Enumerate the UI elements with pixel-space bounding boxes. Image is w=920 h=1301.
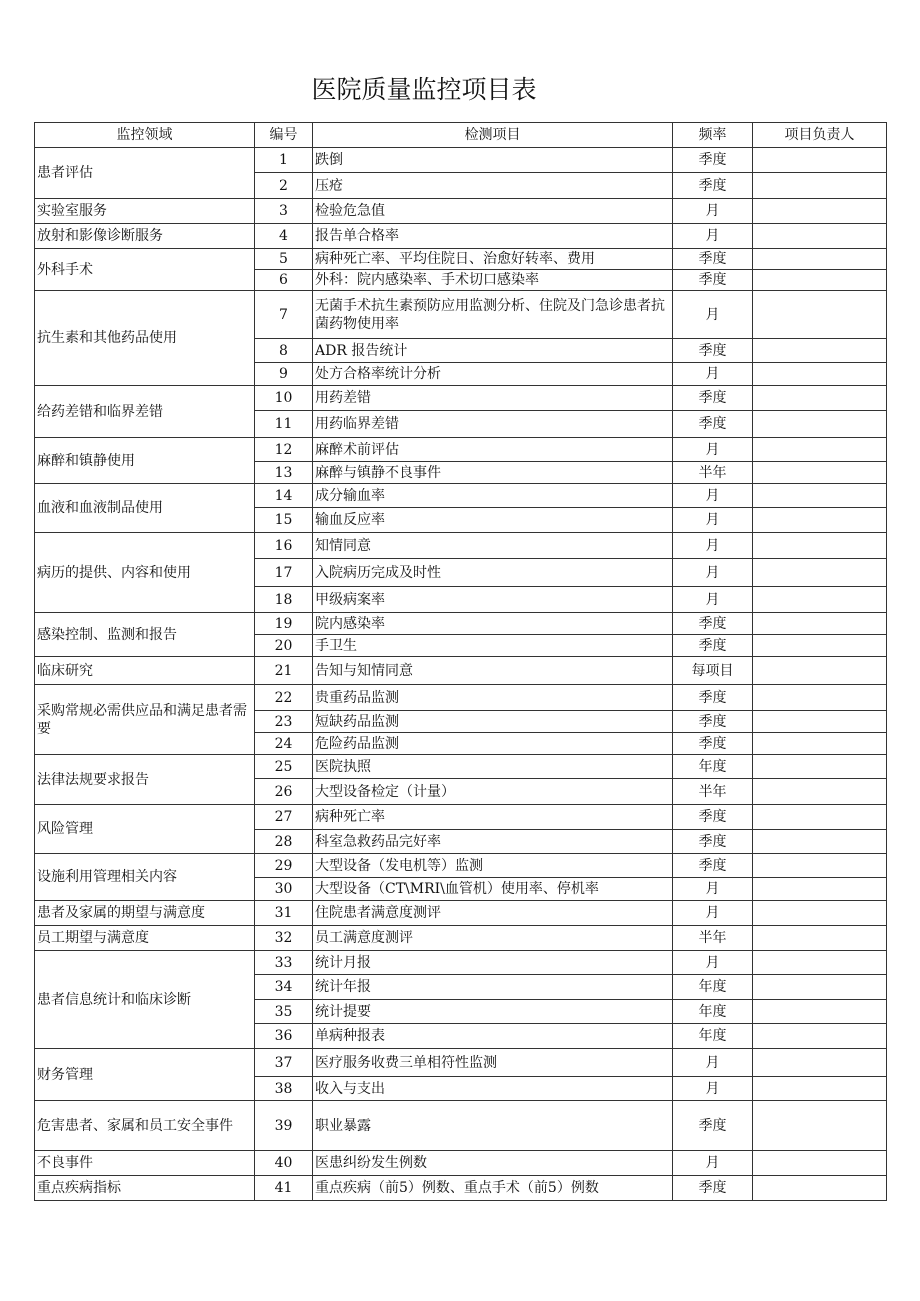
- owner-cell: [753, 779, 887, 805]
- test-item-cell: 无菌手术抗生素预防应用监测分析、住院及门急诊患者抗菌药物使用率: [313, 291, 673, 339]
- test-item-cell: 压疮: [313, 173, 673, 199]
- test-item-cell: 麻醉与镇静不良事件: [313, 462, 673, 484]
- number-cell: 15: [255, 508, 313, 533]
- number-cell: 23: [255, 711, 313, 733]
- frequency-cell: 季度: [673, 1101, 753, 1151]
- owner-cell: [753, 1151, 887, 1176]
- owner-cell: [753, 805, 887, 830]
- number-cell: 6: [255, 270, 313, 291]
- test-item-cell: 医患纠纷发生例数: [313, 1151, 673, 1176]
- header-row: [35, 123, 887, 148]
- owner-cell: [753, 975, 887, 1000]
- test-item-cell: 员工满意度测评: [313, 926, 673, 951]
- table-row: [35, 951, 887, 975]
- owner-cell: [753, 685, 887, 711]
- test-item-cell: 处方合格率统计分析: [313, 363, 673, 386]
- monitor-area-cell: 法律法规要求报告: [35, 755, 255, 805]
- monitor-area-cell: 病历的提供、内容和使用: [35, 533, 255, 613]
- number-cell: 32: [255, 926, 313, 951]
- test-item-cell: ADR 报告统计: [313, 339, 673, 363]
- test-item-cell: 病种死亡率: [313, 805, 673, 830]
- number-cell: 31: [255, 901, 313, 926]
- frequency-cell: 年度: [673, 1024, 753, 1049]
- table-row: [35, 386, 887, 411]
- number-cell: 14: [255, 484, 313, 508]
- monitor-area-cell: 临床研究: [35, 657, 255, 685]
- owner-cell: [753, 1101, 887, 1151]
- number-cell: 18: [255, 587, 313, 613]
- number-cell: 9: [255, 363, 313, 386]
- monitor-area-cell: 不良事件: [35, 1151, 255, 1176]
- owner-cell: [753, 878, 887, 901]
- table-row: [35, 1176, 887, 1201]
- frequency-cell: 月: [673, 224, 753, 249]
- frequency-cell: 年度: [673, 755, 753, 779]
- frequency-cell: 季度: [673, 854, 753, 878]
- monitor-area-cell: 外科手术: [35, 249, 255, 291]
- table-row: [35, 805, 887, 830]
- test-item-cell: 大型设备（发电机等）监测: [313, 854, 673, 878]
- number-cell: 24: [255, 733, 313, 755]
- test-item-cell: 麻醉术前评估: [313, 438, 673, 462]
- owner-cell: [753, 462, 887, 484]
- table-row: [35, 657, 887, 685]
- test-item-cell: 外科：院内感染率、手术切口感染率: [313, 270, 673, 291]
- frequency-cell: 季度: [673, 270, 753, 291]
- frequency-cell: 季度: [673, 711, 753, 733]
- test-item-cell: 大型设备（CT\MRI\血管机）使用率、停机率: [313, 878, 673, 901]
- frequency-cell: 月: [673, 199, 753, 224]
- table-row: [35, 533, 887, 559]
- number-cell: 26: [255, 779, 313, 805]
- table-body: [35, 148, 887, 1201]
- test-item-cell: 收入与支出: [313, 1077, 673, 1101]
- number-cell: 25: [255, 755, 313, 779]
- owner-cell: [753, 148, 887, 173]
- owner-cell: [753, 224, 887, 249]
- number-cell: 16: [255, 533, 313, 559]
- table-row: [35, 1101, 887, 1151]
- monitor-area-cell: 风险管理: [35, 805, 255, 854]
- number-cell: 30: [255, 878, 313, 901]
- frequency-cell: 季度: [673, 173, 753, 199]
- test-item-cell: 告知与知情同意: [313, 657, 673, 685]
- table-row: [35, 926, 887, 951]
- table-row: [35, 249, 887, 270]
- frequency-cell: 月: [673, 951, 753, 975]
- table-row: [35, 1049, 887, 1077]
- number-cell: 4: [255, 224, 313, 249]
- number-cell: 28: [255, 830, 313, 854]
- frequency-cell: 季度: [673, 805, 753, 830]
- frequency-cell: 月: [673, 508, 753, 533]
- frequency-cell: 月: [673, 1151, 753, 1176]
- number-cell: 19: [255, 613, 313, 635]
- table-row: [35, 854, 887, 878]
- number-cell: 5: [255, 249, 313, 270]
- monitor-area-cell: 患者及家属的期望与满意度: [35, 901, 255, 926]
- header-frequency: 频率: [673, 123, 753, 148]
- table-row: [35, 613, 887, 635]
- frequency-cell: 月: [673, 901, 753, 926]
- owner-cell: [753, 1000, 887, 1024]
- number-cell: 38: [255, 1077, 313, 1101]
- number-cell: 2: [255, 173, 313, 199]
- header-test-item: 检测项目: [313, 123, 673, 148]
- test-item-cell: 跌倒: [313, 148, 673, 173]
- monitor-area-cell: 感染控制、监测和报告: [35, 613, 255, 657]
- owner-cell: [753, 711, 887, 733]
- frequency-cell: 月: [673, 878, 753, 901]
- test-item-cell: 用药临界差错: [313, 411, 673, 438]
- number-cell: 10: [255, 386, 313, 411]
- test-item-cell: 甲级病案率: [313, 587, 673, 613]
- number-cell: 40: [255, 1151, 313, 1176]
- monitor-area-cell: 重点疾病指标: [35, 1176, 255, 1201]
- table-row: [35, 1151, 887, 1176]
- table-row: [35, 224, 887, 249]
- test-item-cell: 医疗服务收费三单相符性监测: [313, 1049, 673, 1077]
- owner-cell: [753, 1049, 887, 1077]
- table-row: [35, 901, 887, 926]
- number-cell: 22: [255, 685, 313, 711]
- owner-cell: [753, 411, 887, 438]
- frequency-cell: 季度: [673, 1176, 753, 1201]
- frequency-cell: 月: [673, 559, 753, 587]
- owner-cell: [753, 613, 887, 635]
- monitor-area-cell: 给药差错和临界差错: [35, 386, 255, 438]
- test-item-cell: 统计年报: [313, 975, 673, 1000]
- number-cell: 36: [255, 1024, 313, 1049]
- owner-cell: [753, 559, 887, 587]
- test-item-cell: 成分输血率: [313, 484, 673, 508]
- frequency-cell: 季度: [673, 685, 753, 711]
- frequency-cell: 季度: [673, 411, 753, 438]
- owner-cell: [753, 587, 887, 613]
- test-item-cell: 报告单合格率: [313, 224, 673, 249]
- frequency-cell: 月: [673, 291, 753, 339]
- header-monitor-area: 监控领域: [35, 123, 255, 148]
- owner-cell: [753, 1024, 887, 1049]
- frequency-cell: 月: [673, 484, 753, 508]
- test-item-cell: 院内感染率: [313, 613, 673, 635]
- test-item-cell: 病种死亡率、平均住院日、治愈好转率、费用: [313, 249, 673, 270]
- frequency-cell: 半年: [673, 462, 753, 484]
- frequency-cell: 每项目: [673, 657, 753, 685]
- owner-cell: [753, 635, 887, 657]
- test-item-cell: 入院病历完成及时性: [313, 559, 673, 587]
- owner-cell: [753, 951, 887, 975]
- frequency-cell: 季度: [673, 830, 753, 854]
- test-item-cell: 职业暴露: [313, 1101, 673, 1151]
- number-cell: 33: [255, 951, 313, 975]
- frequency-cell: 季度: [673, 148, 753, 173]
- owner-cell: [753, 339, 887, 363]
- owner-cell: [753, 249, 887, 270]
- test-item-cell: 检验危急值: [313, 199, 673, 224]
- frequency-cell: 年度: [673, 1000, 753, 1024]
- number-cell: 35: [255, 1000, 313, 1024]
- table-row: [35, 148, 887, 173]
- number-cell: 29: [255, 854, 313, 878]
- frequency-cell: 月: [673, 533, 753, 559]
- test-item-cell: 大型设备检定（计量）: [313, 779, 673, 805]
- frequency-cell: 季度: [673, 613, 753, 635]
- owner-cell: [753, 386, 887, 411]
- test-item-cell: 用药差错: [313, 386, 673, 411]
- frequency-cell: 季度: [673, 249, 753, 270]
- number-cell: 17: [255, 559, 313, 587]
- frequency-cell: 季度: [673, 339, 753, 363]
- number-cell: 13: [255, 462, 313, 484]
- number-cell: 8: [255, 339, 313, 363]
- owner-cell: [753, 199, 887, 224]
- owner-cell: [753, 830, 887, 854]
- monitor-area-cell: 采购常规必需供应品和满足患者需要: [35, 685, 255, 755]
- owner-cell: [753, 438, 887, 462]
- table-row: [35, 484, 887, 508]
- number-cell: 41: [255, 1176, 313, 1201]
- number-cell: 21: [255, 657, 313, 685]
- test-item-cell: 知情同意: [313, 533, 673, 559]
- owner-cell: [753, 657, 887, 685]
- header-number: 编号: [255, 123, 313, 148]
- number-cell: 37: [255, 1049, 313, 1077]
- page-title: 医院质量监控项目表: [311, 75, 537, 104]
- owner-cell: [753, 173, 887, 199]
- test-item-cell: 贵重药品监测: [313, 685, 673, 711]
- monitor-area-cell: 抗生素和其他药品使用: [35, 291, 255, 386]
- number-cell: 1: [255, 148, 313, 173]
- owner-cell: [753, 733, 887, 755]
- number-cell: 20: [255, 635, 313, 657]
- test-item-cell: 单病种报表: [313, 1024, 673, 1049]
- owner-cell: [753, 1077, 887, 1101]
- owner-cell: [753, 363, 887, 386]
- owner-cell: [753, 484, 887, 508]
- test-item-cell: 统计提要: [313, 1000, 673, 1024]
- number-cell: 27: [255, 805, 313, 830]
- test-item-cell: 输血反应率: [313, 508, 673, 533]
- monitor-area-cell: 麻醉和镇静使用: [35, 438, 255, 484]
- number-cell: 11: [255, 411, 313, 438]
- frequency-cell: 半年: [673, 779, 753, 805]
- number-cell: 12: [255, 438, 313, 462]
- owner-cell: [753, 291, 887, 339]
- frequency-cell: 月: [673, 363, 753, 386]
- owner-cell: [753, 755, 887, 779]
- frequency-cell: 半年: [673, 926, 753, 951]
- owner-cell: [753, 926, 887, 951]
- monitor-area-cell: 设施利用管理相关内容: [35, 854, 255, 901]
- monitor-area-cell: 财务管理: [35, 1049, 255, 1101]
- test-item-cell: 短缺药品监测: [313, 711, 673, 733]
- frequency-cell: 年度: [673, 975, 753, 1000]
- test-item-cell: 科室急救药品完好率: [313, 830, 673, 854]
- monitor-area-cell: 血液和血液制品使用: [35, 484, 255, 533]
- number-cell: 34: [255, 975, 313, 1000]
- owner-cell: [753, 854, 887, 878]
- frequency-cell: 月: [673, 587, 753, 613]
- monitor-area-cell: 放射和影像诊断服务: [35, 224, 255, 249]
- owner-cell: [753, 533, 887, 559]
- number-cell: 7: [255, 291, 313, 339]
- table-row: [35, 685, 887, 711]
- owner-cell: [753, 508, 887, 533]
- test-item-cell: 住院患者满意度测评: [313, 901, 673, 926]
- owner-cell: [753, 270, 887, 291]
- test-item-cell: 医院执照: [313, 755, 673, 779]
- monitor-area-cell: 员工期望与满意度: [35, 926, 255, 951]
- test-item-cell: 统计月报: [313, 951, 673, 975]
- owner-cell: [753, 901, 887, 926]
- test-item-cell: 手卫生: [313, 635, 673, 657]
- frequency-cell: 月: [673, 1049, 753, 1077]
- table-row: [35, 438, 887, 462]
- table-row: [35, 291, 887, 339]
- frequency-cell: 季度: [673, 386, 753, 411]
- test-item-cell: 危险药品监测: [313, 733, 673, 755]
- quality-monitoring-table: [34, 122, 887, 1201]
- owner-cell: [753, 1176, 887, 1201]
- table-row: [35, 199, 887, 224]
- frequency-cell: 季度: [673, 635, 753, 657]
- table-row: [35, 755, 887, 779]
- number-cell: 39: [255, 1101, 313, 1151]
- monitor-area-cell: 危害患者、家属和员工安全事件: [35, 1101, 255, 1151]
- monitor-area-cell: 实验室服务: [35, 199, 255, 224]
- frequency-cell: 季度: [673, 733, 753, 755]
- frequency-cell: 月: [673, 1077, 753, 1101]
- header-owner: 项目负责人: [753, 123, 887, 148]
- monitor-area-cell: 患者评估: [35, 148, 255, 199]
- monitor-area-cell: 患者信息统计和临床诊断: [35, 951, 255, 1049]
- number-cell: 3: [255, 199, 313, 224]
- frequency-cell: 月: [673, 438, 753, 462]
- test-item-cell: 重点疾病（前5）例数、重点手术（前5）例数: [313, 1176, 673, 1201]
